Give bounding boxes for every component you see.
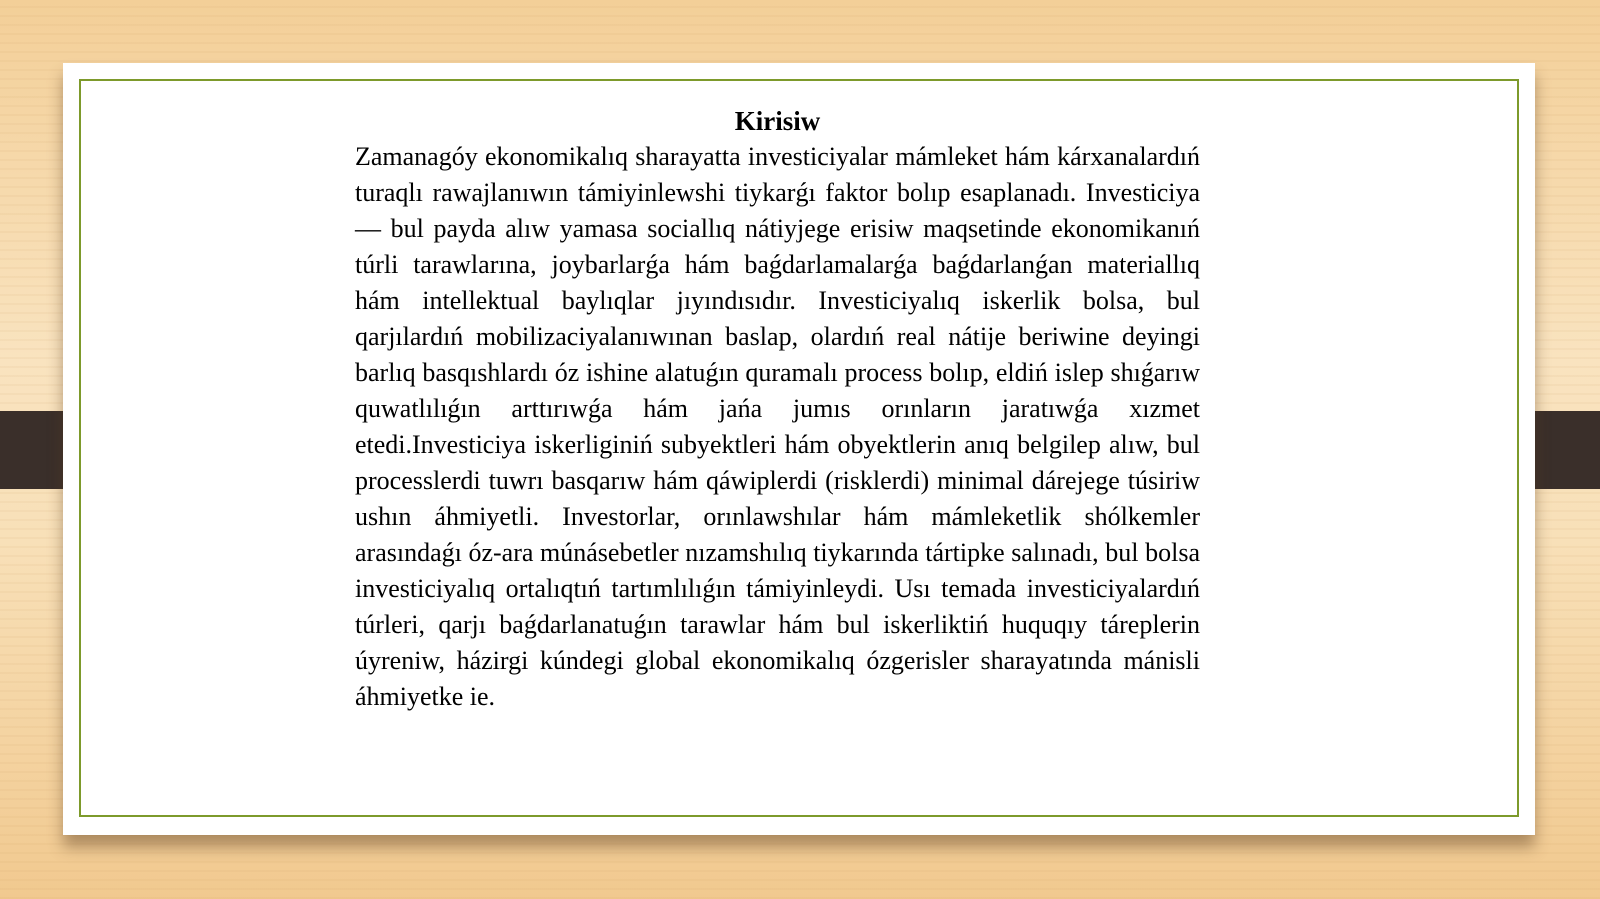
slide-content <box>355 103 1200 715</box>
slide-body-text: Zamanagóy ekonomikalıq sharayatta investiciyalar mámleket hám kárxanalardıń turaqlı rawajlanıwın támiyinlewshi tiykarǵı faktor bolıp esaplanadı. Investiciya — bul payda alıw yamasa sociallıq nátiyjege erisiw maqsetinde ekonomikanıń túrli tarawlarına, joybarlarǵa hám baǵdarlamalarǵa baǵdarlanǵan materiallıq hám intellektual baylıqlar jıyındısıdır. Investiciyalıq iskerlik bolsa, bul qarjılardıń mobilizaciyalanıwınan baslap, olardıń real nátije beriwine deyingi barlıq basqıshlardı óz ishine alatuǵın quramalı process bolıp, eldiń islep shıǵarıw quwatlılıǵın arttırıwǵa hám jańa jumıs orınların jaratıwǵa xızmet etedi.Investiciya iskerliginiń subyektleri hám obyektlerin anıq belgilep alıw, bul processlerdi tuwrı basqarıw hám qáwiplerdi (risklerdi) minimal dárejege túsiriw ushın áhmiyetli. Investorlar, orınlawshılar hám mámleketlik shólkemler arasındaǵı óz-ara múnásebetler nızamshılıq tiykarında tártipke salınadı, bul bolsa investiciyalıq ortalıqtıń tartımlılıǵın támiyinleydi. Usı temada investiciyalardıń túrleri, qarjı baǵdarlanatuǵın tarawlar hám bul iskerliktiń huquqıy táreplerin úyreniw, házirgi kúndegi global ekonomikalıq ózgerisler sharayatında mánisli áhmiyetke ie. <box>355 142 1200 711</box>
slide-title: Kirisiw <box>734 106 821 136</box>
